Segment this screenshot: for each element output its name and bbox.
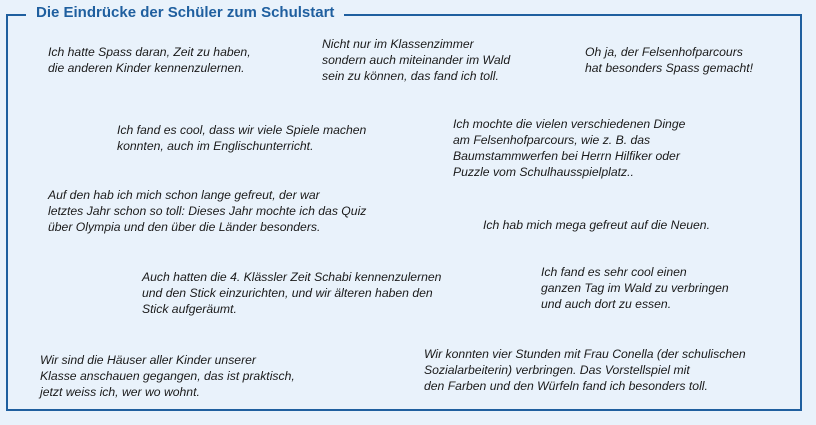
quote-3: Oh ja, der Felsenhofparcours hat besonders Spass gemacht! bbox=[585, 45, 754, 75]
quote-7: Ich hab mich mega gefreut auf die Neuen. bbox=[483, 218, 710, 232]
quote-10: Wir sind die Häuser aller Kinder unserer Klasse anschauen gegangen, das ist praktisch, jetzt weiss ich, wer wo wohnt. bbox=[40, 353, 295, 399]
quote-5: Ich mochte die vielen verschiedenen Dinge am Felsenhofparcours, wie z. B. das Baumstammwerfen bei Herrn Hilfiker oder Puzzle vom Schulhausspielplatz.. bbox=[453, 117, 686, 179]
quote-4: Ich fand es cool, dass wir viele Spiele machen konnten, auch im Englischunterricht. bbox=[117, 123, 367, 153]
quote-9: Ich fand es sehr cool einen ganzen Tag im Wald zu verbringen und auch dort zu essen. bbox=[541, 265, 729, 311]
quote-2: Nicht nur im Klassenzimmer sondern auch miteinander im Wald sein zu können, das fand ich toll. bbox=[322, 37, 511, 83]
quote-6: Auf den hab ich mich schon lange gefreut, der war letztes Jahr schon so toll: Dieses Jahr mochte ich das Quiz über Olympia und den über die Länder besonders. bbox=[48, 188, 367, 234]
quote-1: Ich hatte Spass daran, Zeit zu haben, die anderen Kinder kennenzulernen. bbox=[48, 45, 251, 75]
quote-8: Auch hatten die 4. Klässler Zeit Schabi kennenzulernen und den Stick einzurichten, und wir älteren haben den Stick aufgeräumt. bbox=[142, 270, 442, 316]
box-title: Die Eindrücke der Schüler zum Schulstart bbox=[26, 3, 344, 23]
quote-11: Wir konnten vier Stunden mit Frau Conella (der schulischen Sozialarbeiterin) verbringen. Das Vorstellspiel mit den Farben und den Würfeln fand ich besonders toll. bbox=[424, 347, 746, 393]
